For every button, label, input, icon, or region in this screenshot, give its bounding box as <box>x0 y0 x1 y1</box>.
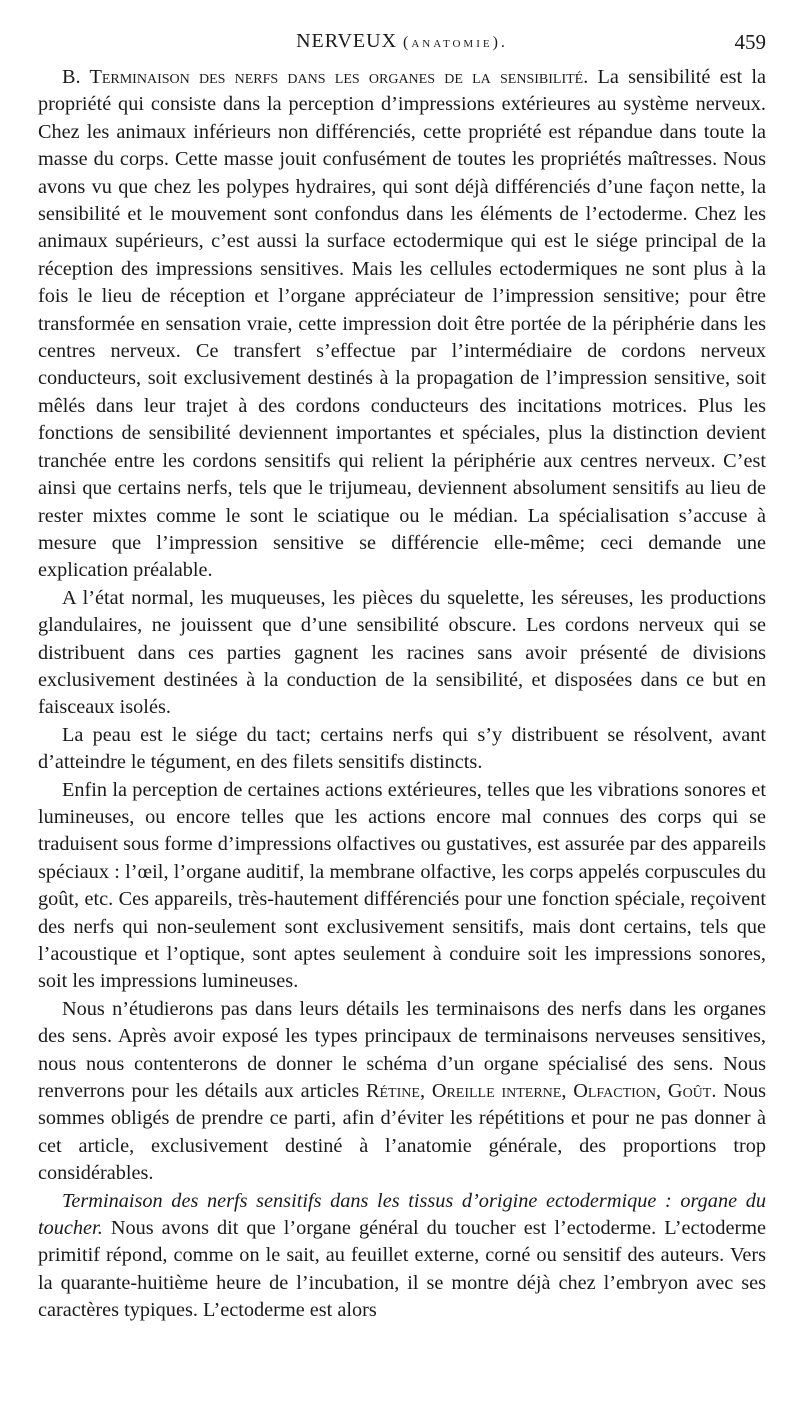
page-body <box>38 64 766 1325</box>
article-reference: Oreille interne <box>431 1080 562 1103</box>
references-tail: . Nous sommes obligés de prendre ce parti, afin d’éviter les répétitions et pour ne pas donner à cet article, exclusivement destiné à l’anatomie générale, des proportions trop considérables. <box>38 1080 767 1185</box>
section-b-text: La sensibilité est la propriété qui consiste dans la perception d’impressions extérieures au système nerveux. Chez les animaux inférieurs non différenciés, cette propriété est répandue dans toute la masse du corps. Cette masse jouit confusément de toutes les propriétés maîtresses. Nous avons vu que chez les polypes hydraires, qui sont déjà différenciés d’une façon nette, la sensibilité et le mouvement sont confondus dans les éléments de l’ectoderme. Chez les animaux supérieurs, c’est aussi la surface ectodermique qui est le siége principal de la réception des impressions sensitives. Mais les cellules ectodermiques ne sont plus à la fois le lieu de réception et l’organe appréciateur de l’impression sensitive; pour être transformée en sensation vraie, cette impression doit être portée de la périphérie dans les centres nerveux. Ce transfert s’effectue par l’intermédiaire de cordons nerveux conducteurs, soit exclusivement destinés à la propagation de l’impression sensitive, soit mêlés dans leur trajet à des cordons conducteurs des incitations motrices. Plus les fonctions de sensibilité deviennent importantes et spéciales, plus la distinction devient tranchée entre les cordons sensitifs qui relient la périphérie aux centres nerveux. C’est ainsi que certains nerfs, tels que le trijumeau, deviennent absolument sensitifs au lieu de rester mixtes comme le sont le sciatique ou le médian. La spécialisation s’accuse à mesure que l’impression sensitive se différencie elle-même; ceci demande une explication préalable. <box>38 66 766 582</box>
toucher-text: Nous avons dit que l’organe général du toucher est l’ectoderme. L’ectoderme primitif répond, comme on le sait, au feuillet externe, corné ou sensitif des auteurs. Vers la quarante-huitième heure de l’incubation, il se montre déjà chez l’embryon avec ses caractères typiques. L’ectoderme est alors <box>38 1217 766 1322</box>
running-head-subtitle: (anatomie). <box>403 34 508 51</box>
references-paragraph <box>38 996 766 1188</box>
paragraph: A l’état normal, les muqueuses, les pièces du squelette, les séreuses, les productions glandulaires, ne jouissent que d’une sensibilité obscure. Les cordons nerveux qui se distribuent dans ces parties gagnent les racines sans avoir présenté de divisions exclusivement destinées à la conduction de la sensibilité, et disposées dans ce but en faisceaux isolés. <box>38 586 766 719</box>
toucher-paragraph <box>38 1188 766 1325</box>
paragraph: La peau est le siége du tact; certains nerfs qui s’y distribuent se résolvent, avant d’atteindre le tégument, en des filets sensitifs distincts. <box>38 723 766 774</box>
separator: , <box>419 1080 432 1103</box>
running-head <box>38 30 766 53</box>
italic-subheading: Terminaison des nerfs sensitifs dans les tissus d’origine ectodermique : organe du toucher. <box>38 1189 766 1240</box>
section-b-paragraph <box>38 64 766 585</box>
page-number: 459 <box>734 30 766 54</box>
references-lead: Nous n’étudierons pas dans leurs détails les terminaisons des nerfs dans les organes des sens. Après avoir exposé les types principaux de terminaisons nerveuses sensitives, nous nous contenterons de donner le schéma d’un organe spécialisé des sens. Nous renverrons pour les détails aux articles <box>38 997 766 1103</box>
running-head-title: NERVEUX <box>296 30 398 52</box>
separator: , <box>561 1080 574 1103</box>
article-reference: Olfaction <box>573 1080 657 1103</box>
separator: , <box>656 1080 668 1103</box>
page-header <box>38 24 766 64</box>
article-reference: Goût <box>667 1080 712 1103</box>
paragraph: Enfin la perception de certaines actions extérieures, telles que les vibrations sonores et lumineuses, ou encore telles que les actions encore mal connues des corps qui se traduisent sous forme d’impressions olfactives ou gustatives, est assurée par des appareils spéciaux : l’œil, l’organe auditif, la membrane olfactive, les corps appelés corpuscules du goût, etc. Ces appareils, très-hautement différenciés pour une fonction spéciale, reçoivent des nerfs qui non-seulement sont exclusivement sensitifs, mais dont certains, tels que l’acoustique et l’optique, sont aptes seulement à conduire soit les impressions sonores, soit les impressions lumineuses. <box>38 778 766 993</box>
article-reference: Rétine <box>365 1080 420 1103</box>
section-heading: B. Terminaison des nerfs dans les organes de la sensibilité. <box>62 66 589 88</box>
